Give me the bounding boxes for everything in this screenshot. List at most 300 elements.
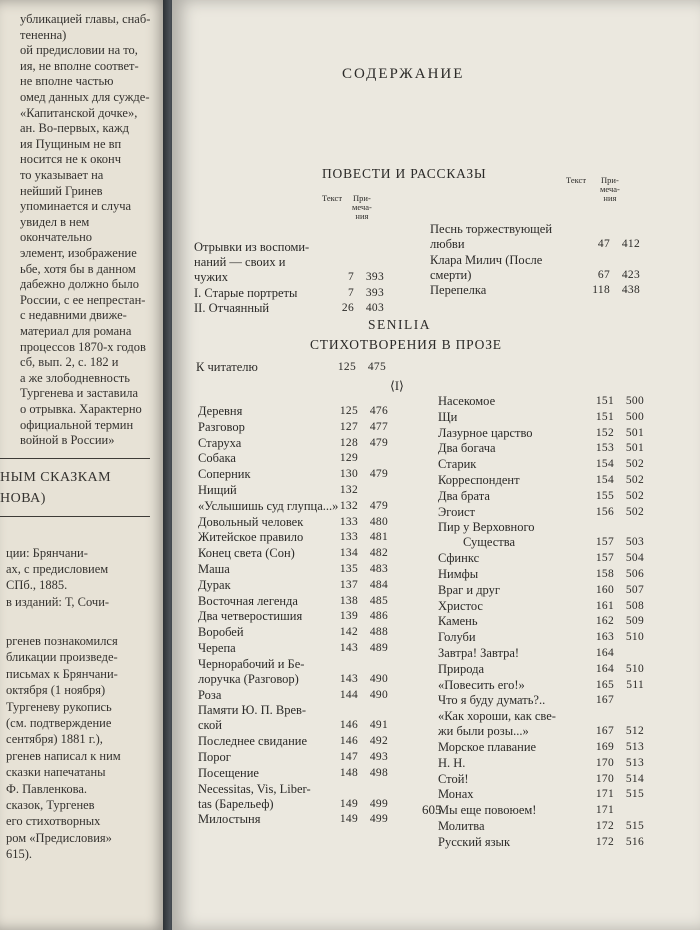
left-page-line: сб, вып. 2, с. 182 и xyxy=(20,355,119,370)
toc-entry-notes-page: 513 xyxy=(625,741,644,753)
toc-entry-text-page: 155 xyxy=(595,489,614,502)
toc-entry-notes-page: 502 xyxy=(625,489,644,502)
toc-entry xyxy=(198,499,388,514)
left-page-line: то указывает на xyxy=(20,168,104,182)
toc-entry-pages xyxy=(328,672,388,687)
toc-entry-pages xyxy=(328,499,388,514)
toc-entry-pages xyxy=(326,360,386,375)
toc-entry-pages xyxy=(584,535,644,550)
toc-entry-notes-page: 502 xyxy=(625,458,644,471)
toc-entry-pages xyxy=(584,394,644,409)
toc-entry-text-page: 151 xyxy=(595,395,614,407)
toc-entry-notes-page: 499 xyxy=(369,813,388,826)
toc-entry-pages xyxy=(328,812,388,827)
toc-entry-notes-page: 393 xyxy=(365,271,384,283)
toc-entry xyxy=(438,756,644,771)
toc-entry-title: Камень xyxy=(438,614,478,629)
toc-entry-pages xyxy=(328,688,388,703)
toc-entry-notes-page: 490 xyxy=(369,688,388,701)
left-page-line: ргенев написал к ним xyxy=(6,748,121,763)
toc-entry xyxy=(438,551,644,566)
left-page-heading: НЫМ СКАЗКАМ xyxy=(0,470,112,485)
toc-entry-notes-page: 477 xyxy=(369,420,388,433)
toc-entry-title: Порог xyxy=(198,750,231,764)
toc-entry-pages xyxy=(584,583,644,598)
toc-entry-title: Молитва xyxy=(438,819,485,833)
toc-entry-text-page: 146 xyxy=(339,735,358,748)
toc-entry-notes-page: 493 xyxy=(369,751,388,763)
toc-entry xyxy=(438,489,644,504)
toc-entry-notes-page: 511 xyxy=(626,678,644,691)
toc-entry-pages xyxy=(584,693,644,708)
toc-entry-text-page: 134 xyxy=(339,547,358,560)
toc-entry xyxy=(438,709,644,739)
toc-entry-pages xyxy=(328,483,388,498)
left-page-line: Ф. Павленкова. xyxy=(6,781,88,796)
toc-entry-pages xyxy=(328,578,388,593)
toc-entry xyxy=(198,766,388,781)
toc-entry-title: Два брата xyxy=(438,488,490,503)
toc-entry xyxy=(198,467,388,482)
toc-entry-text-page: 67 xyxy=(597,268,610,281)
toc-entry xyxy=(198,515,388,530)
toc-entry-title: Маша xyxy=(198,562,230,576)
toc-entry-notes-page: 486 xyxy=(369,610,388,623)
toc-entry-pages xyxy=(584,489,644,504)
toc-entry-text-page: 142 xyxy=(339,626,358,639)
toc-entry-notes-page: 507 xyxy=(625,583,644,596)
subsection-marker: ⟨I⟩ xyxy=(390,379,404,393)
toc-entry-pages xyxy=(328,515,388,530)
left-page-line: тененна) xyxy=(20,27,67,42)
toc-entry-text-page: 161 xyxy=(595,599,614,612)
left-page-line: войной в России» xyxy=(20,433,115,448)
toc-entry-notes-page: 438 xyxy=(621,284,640,296)
toc-entry-notes-page: 503 xyxy=(625,536,644,549)
toc-entry-notes-page: 501 xyxy=(625,426,644,439)
left-page-line: бликации произведе- xyxy=(6,650,118,665)
left-page-line: СПб., 1885. xyxy=(6,578,68,593)
column-header-text: Текст xyxy=(566,175,587,185)
divider xyxy=(0,516,150,517)
toc-entry-title: Песнь торжествующей любви xyxy=(430,222,553,251)
toc-entry-text-page: 167 xyxy=(595,694,614,707)
toc-entry-pages xyxy=(584,646,644,661)
section-heading-senilia: SENILIA xyxy=(368,317,431,332)
toc-entry-title: Чернорабочий и Бе- лоручка (Разговор) xyxy=(198,656,305,686)
left-page-line: сентября) 1881 г.), xyxy=(6,732,103,747)
toc-entry-pages xyxy=(584,505,644,520)
toc-entry xyxy=(438,662,644,677)
toc-entry-title: Довольный человек xyxy=(198,514,304,529)
toc-entry xyxy=(198,703,388,733)
toc-entry xyxy=(198,657,388,687)
toc-entry-notes-page: 504 xyxy=(625,552,644,565)
toc-entry xyxy=(194,286,384,301)
toc-entry-notes-page: 482 xyxy=(369,547,388,560)
toc-entry-text-page: 158 xyxy=(595,568,614,580)
toc-entry-title: Воробей xyxy=(198,625,244,640)
toc-entry-title: «Услышишь суд глупца...» xyxy=(198,498,339,513)
toc-entry-notes-page: 479 xyxy=(369,499,388,512)
left-page xyxy=(0,0,168,930)
toc-entry xyxy=(194,240,384,285)
toc-entry-text-page: 171 xyxy=(595,804,614,817)
toc-entry-title: Черепа xyxy=(198,641,236,655)
toc-entry-text-page: 153 xyxy=(595,442,614,455)
left-page-line: дабежно должно было xyxy=(20,277,139,292)
left-page-line: (см. подтверждение xyxy=(6,716,112,730)
toc-entry-text-page: 7 xyxy=(347,271,354,283)
toc-entry-notes-page: 412 xyxy=(621,238,640,250)
toc-entry-title: Природа xyxy=(438,661,485,676)
toc-entry-title: Н. Н. xyxy=(438,755,466,770)
toc-entry-pages xyxy=(328,750,388,765)
toc-entry xyxy=(438,473,644,488)
left-page-line: нейший Гринев xyxy=(20,183,103,198)
toc-entry-text-page: 149 xyxy=(339,813,358,826)
toc-entry-title: Деревня xyxy=(198,404,243,418)
left-page-line: его стихотворных xyxy=(6,814,101,829)
toc-entry-pages xyxy=(584,756,644,771)
left-page-line: России, с ее непрестан- xyxy=(20,292,146,307)
toc-entry-text-page: 7 xyxy=(347,286,354,299)
toc-entry-notes-page: 490 xyxy=(369,672,388,685)
toc-entry xyxy=(438,505,644,520)
toc-entry-title: Старуха xyxy=(198,435,242,450)
toc-entry-title: Эгоист xyxy=(438,504,476,519)
toc-entry-notes-page: 403 xyxy=(365,302,384,314)
toc-entry xyxy=(198,609,388,624)
left-page-line: омед данных для сужде- xyxy=(20,90,150,104)
toc-entry-title: I. Старые портреты xyxy=(194,285,298,300)
toc-entry-pages xyxy=(328,546,388,561)
toc-entry-title: Что я буду думать?.. xyxy=(438,693,546,708)
toc-entry xyxy=(438,803,644,818)
toc-entry xyxy=(196,360,386,375)
toc-entry-title: Роза xyxy=(198,687,222,702)
left-page-line: сказки напечатаны xyxy=(6,765,106,780)
toc-entry-title: Сфинкс xyxy=(438,551,480,566)
toc-entry xyxy=(198,782,388,812)
left-page-line: ьбе, хотя бы в данном xyxy=(20,261,136,276)
toc-entry-title: II. Отчаянный xyxy=(194,301,270,315)
toc-entry-title: Клара Милич (После смерти) xyxy=(430,252,543,282)
toc-entry-title: Насекомое xyxy=(438,394,496,408)
toc-entry-text-page: 132 xyxy=(339,499,358,512)
left-page-line: окончательно xyxy=(20,230,93,245)
toc-entry-text-page: 154 xyxy=(595,458,614,471)
toc-entry-text-page: 135 xyxy=(339,563,358,575)
toc-entry-pages xyxy=(584,740,644,755)
toc-entry-text-page: 157 xyxy=(595,552,614,565)
toc-entry xyxy=(198,530,388,545)
toc-entry-notes-page: 515 xyxy=(625,788,644,801)
toc-entry-notes-page: 481 xyxy=(369,531,388,544)
column-header-notes: При- меча- ния xyxy=(352,193,372,221)
toc-entry-notes-page: 479 xyxy=(369,468,388,481)
toc-entry-text-page: 169 xyxy=(595,741,614,753)
toc-entry-title: Нищий xyxy=(198,483,237,497)
toc-entry-pages xyxy=(328,766,388,781)
toc-entry-notes-page: 492 xyxy=(369,735,388,748)
left-page-line: элемент, изображение xyxy=(20,246,137,260)
toc-entry xyxy=(198,483,388,498)
toc-entry-text-page: 146 xyxy=(339,719,358,732)
toc-entry-title: Пир у Верховного Существа xyxy=(438,520,535,550)
column-header-notes: При- меча- ния xyxy=(600,175,620,203)
left-page-line: увидел в нем xyxy=(20,214,90,229)
toc-entry-pages xyxy=(328,436,388,451)
toc-entry-pages xyxy=(324,270,384,285)
toc-entry xyxy=(438,614,644,629)
toc-entry-title: Морское плавание xyxy=(438,740,537,754)
left-page-line: ах, с предисловием xyxy=(6,562,109,577)
toc-entry-title: Necessitas, Vis, Liber- tas (Барельеф) xyxy=(198,781,311,811)
toc-entry xyxy=(438,426,644,441)
toc-entry xyxy=(198,641,388,656)
toc-entry-text-page: 138 xyxy=(339,594,358,607)
toc-entry-notes-page: 491 xyxy=(369,719,388,732)
toc-entry-text-page: 148 xyxy=(339,766,358,779)
toc-entry-text-page: 164 xyxy=(595,662,614,675)
toc-entry-text-page: 160 xyxy=(595,583,614,596)
toc-entry xyxy=(438,583,644,598)
page-number: 605 xyxy=(422,802,442,817)
toc-entry-pages xyxy=(580,268,640,283)
toc-entry-notes-page: 514 xyxy=(625,772,644,785)
left-page-line: ия Пущиным не вп xyxy=(20,136,122,151)
toc-entry-pages xyxy=(584,426,644,441)
toc-entry-notes-page: 510 xyxy=(625,662,644,675)
toc-entry xyxy=(430,222,640,252)
toc-entry-pages xyxy=(584,599,644,614)
toc-entry-text-page: 47 xyxy=(597,238,610,250)
toc-entry-notes-page: 510 xyxy=(625,631,644,644)
toc-entry xyxy=(438,630,644,645)
toc-entry-pages xyxy=(584,787,644,802)
left-page-line: ром «Предисловия» xyxy=(6,830,112,845)
toc-entry xyxy=(438,394,644,409)
toc-entry-pages xyxy=(328,641,388,656)
left-page-line: с недавними движе- xyxy=(20,308,127,323)
left-page-line: сказок, Тургенев xyxy=(6,798,95,812)
toc-entry-notes-page: 516 xyxy=(625,835,644,848)
toc-entry-notes-page: 483 xyxy=(369,563,388,575)
left-page-line: письмах к Брянчани- xyxy=(6,666,118,681)
toc-entry-pages xyxy=(328,451,388,466)
toc-entry-text-page: 129 xyxy=(339,452,358,465)
toc-entry-pages xyxy=(580,237,640,252)
toc-entry xyxy=(198,404,388,419)
toc-entry-pages xyxy=(584,614,644,629)
toc-entry-title: Корреспондент xyxy=(438,473,520,487)
toc-entry-title: Щи xyxy=(438,409,458,424)
left-page-line: ргенев познакомился xyxy=(6,634,118,648)
toc-entry-notes-page: 480 xyxy=(369,515,388,528)
toc-entry-text-page: 139 xyxy=(339,610,358,623)
toc-entry-pages xyxy=(584,567,644,582)
toc-entry-title: Разговор xyxy=(198,419,245,434)
toc-entry xyxy=(438,740,644,755)
toc-entry-notes-page: 485 xyxy=(369,594,388,607)
toc-entry-pages xyxy=(584,441,644,456)
toc-entry-text-page: 172 xyxy=(595,820,614,832)
toc-entry-pages xyxy=(328,404,388,419)
toc-entry-text-page: 130 xyxy=(339,468,358,481)
toc-entry xyxy=(438,410,644,425)
toc-entry-pages xyxy=(328,530,388,545)
toc-entry-text-page: 172 xyxy=(595,835,614,848)
toc-entry-text-page: 157 xyxy=(595,536,614,549)
toc-entry-text-page: 163 xyxy=(595,631,614,644)
left-page-line: материал для романа xyxy=(20,324,132,338)
toc-entry xyxy=(438,835,644,850)
toc-entry-pages xyxy=(328,625,388,640)
toc-entry-notes-page: 499 xyxy=(369,797,388,810)
left-page-line: убликацией главы, снаб- xyxy=(20,12,151,26)
toc-entry-notes-page: 501 xyxy=(625,442,644,455)
toc-entry-pages xyxy=(584,410,644,425)
toc-entry xyxy=(438,819,644,834)
toc-entry xyxy=(438,457,644,472)
toc-entry-text-page: 167 xyxy=(595,725,614,738)
toc-entry-text-page: 127 xyxy=(339,420,358,433)
toc-entry xyxy=(438,787,644,802)
toc-entry-text-page: 170 xyxy=(595,756,614,769)
contents-page xyxy=(172,0,700,930)
toc-entry-pages xyxy=(328,797,388,812)
left-page-line: о отрывка. Характерно xyxy=(20,402,142,416)
left-page-line: «Капитанской дочке», xyxy=(20,105,138,120)
toc-entry-title: «Повесить его!» xyxy=(438,677,525,692)
toc-entry-notes-page: 513 xyxy=(625,756,644,769)
toc-entry-pages xyxy=(584,630,644,645)
toc-entry xyxy=(198,812,388,827)
toc-entry-title: Стой! xyxy=(438,771,469,786)
toc-entry-title: К читателю xyxy=(196,360,258,374)
toc-entry-pages xyxy=(580,283,640,298)
toc-entry-notes-page: 500 xyxy=(625,395,644,407)
toc-entry-pages xyxy=(328,420,388,435)
toc-entry-title: Милостыня xyxy=(198,812,261,827)
toc-entry-notes-page: 509 xyxy=(625,615,644,628)
left-page-line: ции: Брянчани- xyxy=(6,546,88,560)
toc-entry-text-page: 149 xyxy=(339,797,358,810)
toc-entry-notes-page: 506 xyxy=(625,568,644,580)
toc-entry-pages xyxy=(584,724,644,739)
left-page-heading-2: НОВА) xyxy=(0,491,46,506)
toc-entry-title: Монах xyxy=(438,787,474,802)
toc-entry xyxy=(198,436,388,451)
column-header-text: Текст xyxy=(322,193,343,203)
toc-entry-pages xyxy=(584,473,644,488)
page-title: СОДЕРЖАНИЕ xyxy=(342,66,465,82)
toc-entry-text-page: 125 xyxy=(339,405,358,417)
left-page-line: 615). xyxy=(6,847,33,862)
toc-entry-pages xyxy=(328,718,388,733)
toc-entry-text-page: 171 xyxy=(595,788,614,801)
toc-entry xyxy=(438,772,644,787)
toc-entry-title: Памяти Ю. П. Врев- ской xyxy=(198,703,307,733)
toc-entry xyxy=(198,451,388,466)
toc-entry-title: Христос xyxy=(438,598,483,613)
toc-entry-notes-page: 498 xyxy=(369,766,388,779)
toc-entry xyxy=(198,750,388,765)
toc-entry xyxy=(198,625,388,640)
toc-entry-text-page: 152 xyxy=(595,426,614,439)
toc-entry xyxy=(438,520,644,550)
toc-entry-notes-page: 512 xyxy=(625,725,644,738)
left-page-line: а же злободневность xyxy=(20,370,130,385)
toc-entry-title: Житейское правило xyxy=(198,530,304,545)
toc-entry xyxy=(438,693,644,708)
toc-entry-pages xyxy=(584,457,644,472)
toc-entry-title: Дурак xyxy=(198,577,231,592)
toc-entry xyxy=(198,546,388,561)
toc-entry-title: Завтра! Завтра! xyxy=(438,646,520,660)
divider xyxy=(0,458,150,459)
toc-entry-title: Два богача xyxy=(438,441,496,456)
toc-entry-notes-page: 479 xyxy=(369,436,388,449)
toc-entry-pages xyxy=(324,286,384,301)
toc-entry-text-page: 143 xyxy=(339,672,358,685)
toc-entry-text-page: 147 xyxy=(339,751,358,763)
toc-entry-pages xyxy=(328,734,388,749)
toc-entry-text-page: 154 xyxy=(595,474,614,486)
toc-entry-notes-page: 515 xyxy=(625,820,644,832)
left-page-line: в изданий: Т, Сочи- xyxy=(6,594,110,609)
left-page-line: процессов 1870-х годов xyxy=(20,339,146,354)
toc-entry-notes-page: 500 xyxy=(625,410,644,423)
toc-entry-pages xyxy=(584,835,644,850)
toc-entry-title: Посещение xyxy=(198,765,259,780)
toc-entry xyxy=(198,594,388,609)
toc-entry-text-page: 165 xyxy=(595,678,614,691)
toc-entry-notes-page: 502 xyxy=(625,505,644,518)
toc-entry-title: Русский язык xyxy=(438,834,511,849)
toc-entry-text-page: 164 xyxy=(595,647,614,659)
left-page-line: носится не к оконч xyxy=(20,152,122,167)
toc-entry xyxy=(438,599,644,614)
toc-entry-title: Перепелка xyxy=(430,283,487,297)
toc-entry-text-page: 144 xyxy=(339,688,358,701)
toc-entry-title: Восточная легенда xyxy=(198,593,298,608)
toc-entry-notes-page: 423 xyxy=(621,268,640,281)
toc-entry-notes-page: 475 xyxy=(367,361,386,373)
toc-entry-title: Старик xyxy=(438,457,477,472)
toc-entry xyxy=(438,678,644,693)
toc-entry-title: Конец света (Сон) xyxy=(198,546,295,561)
toc-entry-pages xyxy=(584,662,644,677)
toc-entry-title: «Как хороши, как све- жи были розы...» xyxy=(438,709,556,739)
toc-entry-notes-page: 393 xyxy=(365,286,384,299)
toc-entry-notes-page: 476 xyxy=(369,405,388,417)
toc-entry-pages xyxy=(584,678,644,693)
toc-entry-pages xyxy=(328,562,388,577)
toc-entry xyxy=(198,734,388,749)
toc-entry xyxy=(438,441,644,456)
toc-entry-pages xyxy=(328,594,388,609)
toc-entry-title: Собака xyxy=(198,451,236,466)
toc-entry xyxy=(198,562,388,577)
toc-entry-text-page: 133 xyxy=(339,531,358,544)
left-page-line: ия, не вполне соответ- xyxy=(20,58,139,73)
section-heading-poems: СТИХОТВОРЕНИЯ В ПРОЗЕ xyxy=(310,337,502,352)
toc-entry-title: Нимфы xyxy=(438,567,479,581)
toc-entry-title: Соперник xyxy=(198,467,251,482)
toc-entry-notes-page: 489 xyxy=(369,642,388,654)
